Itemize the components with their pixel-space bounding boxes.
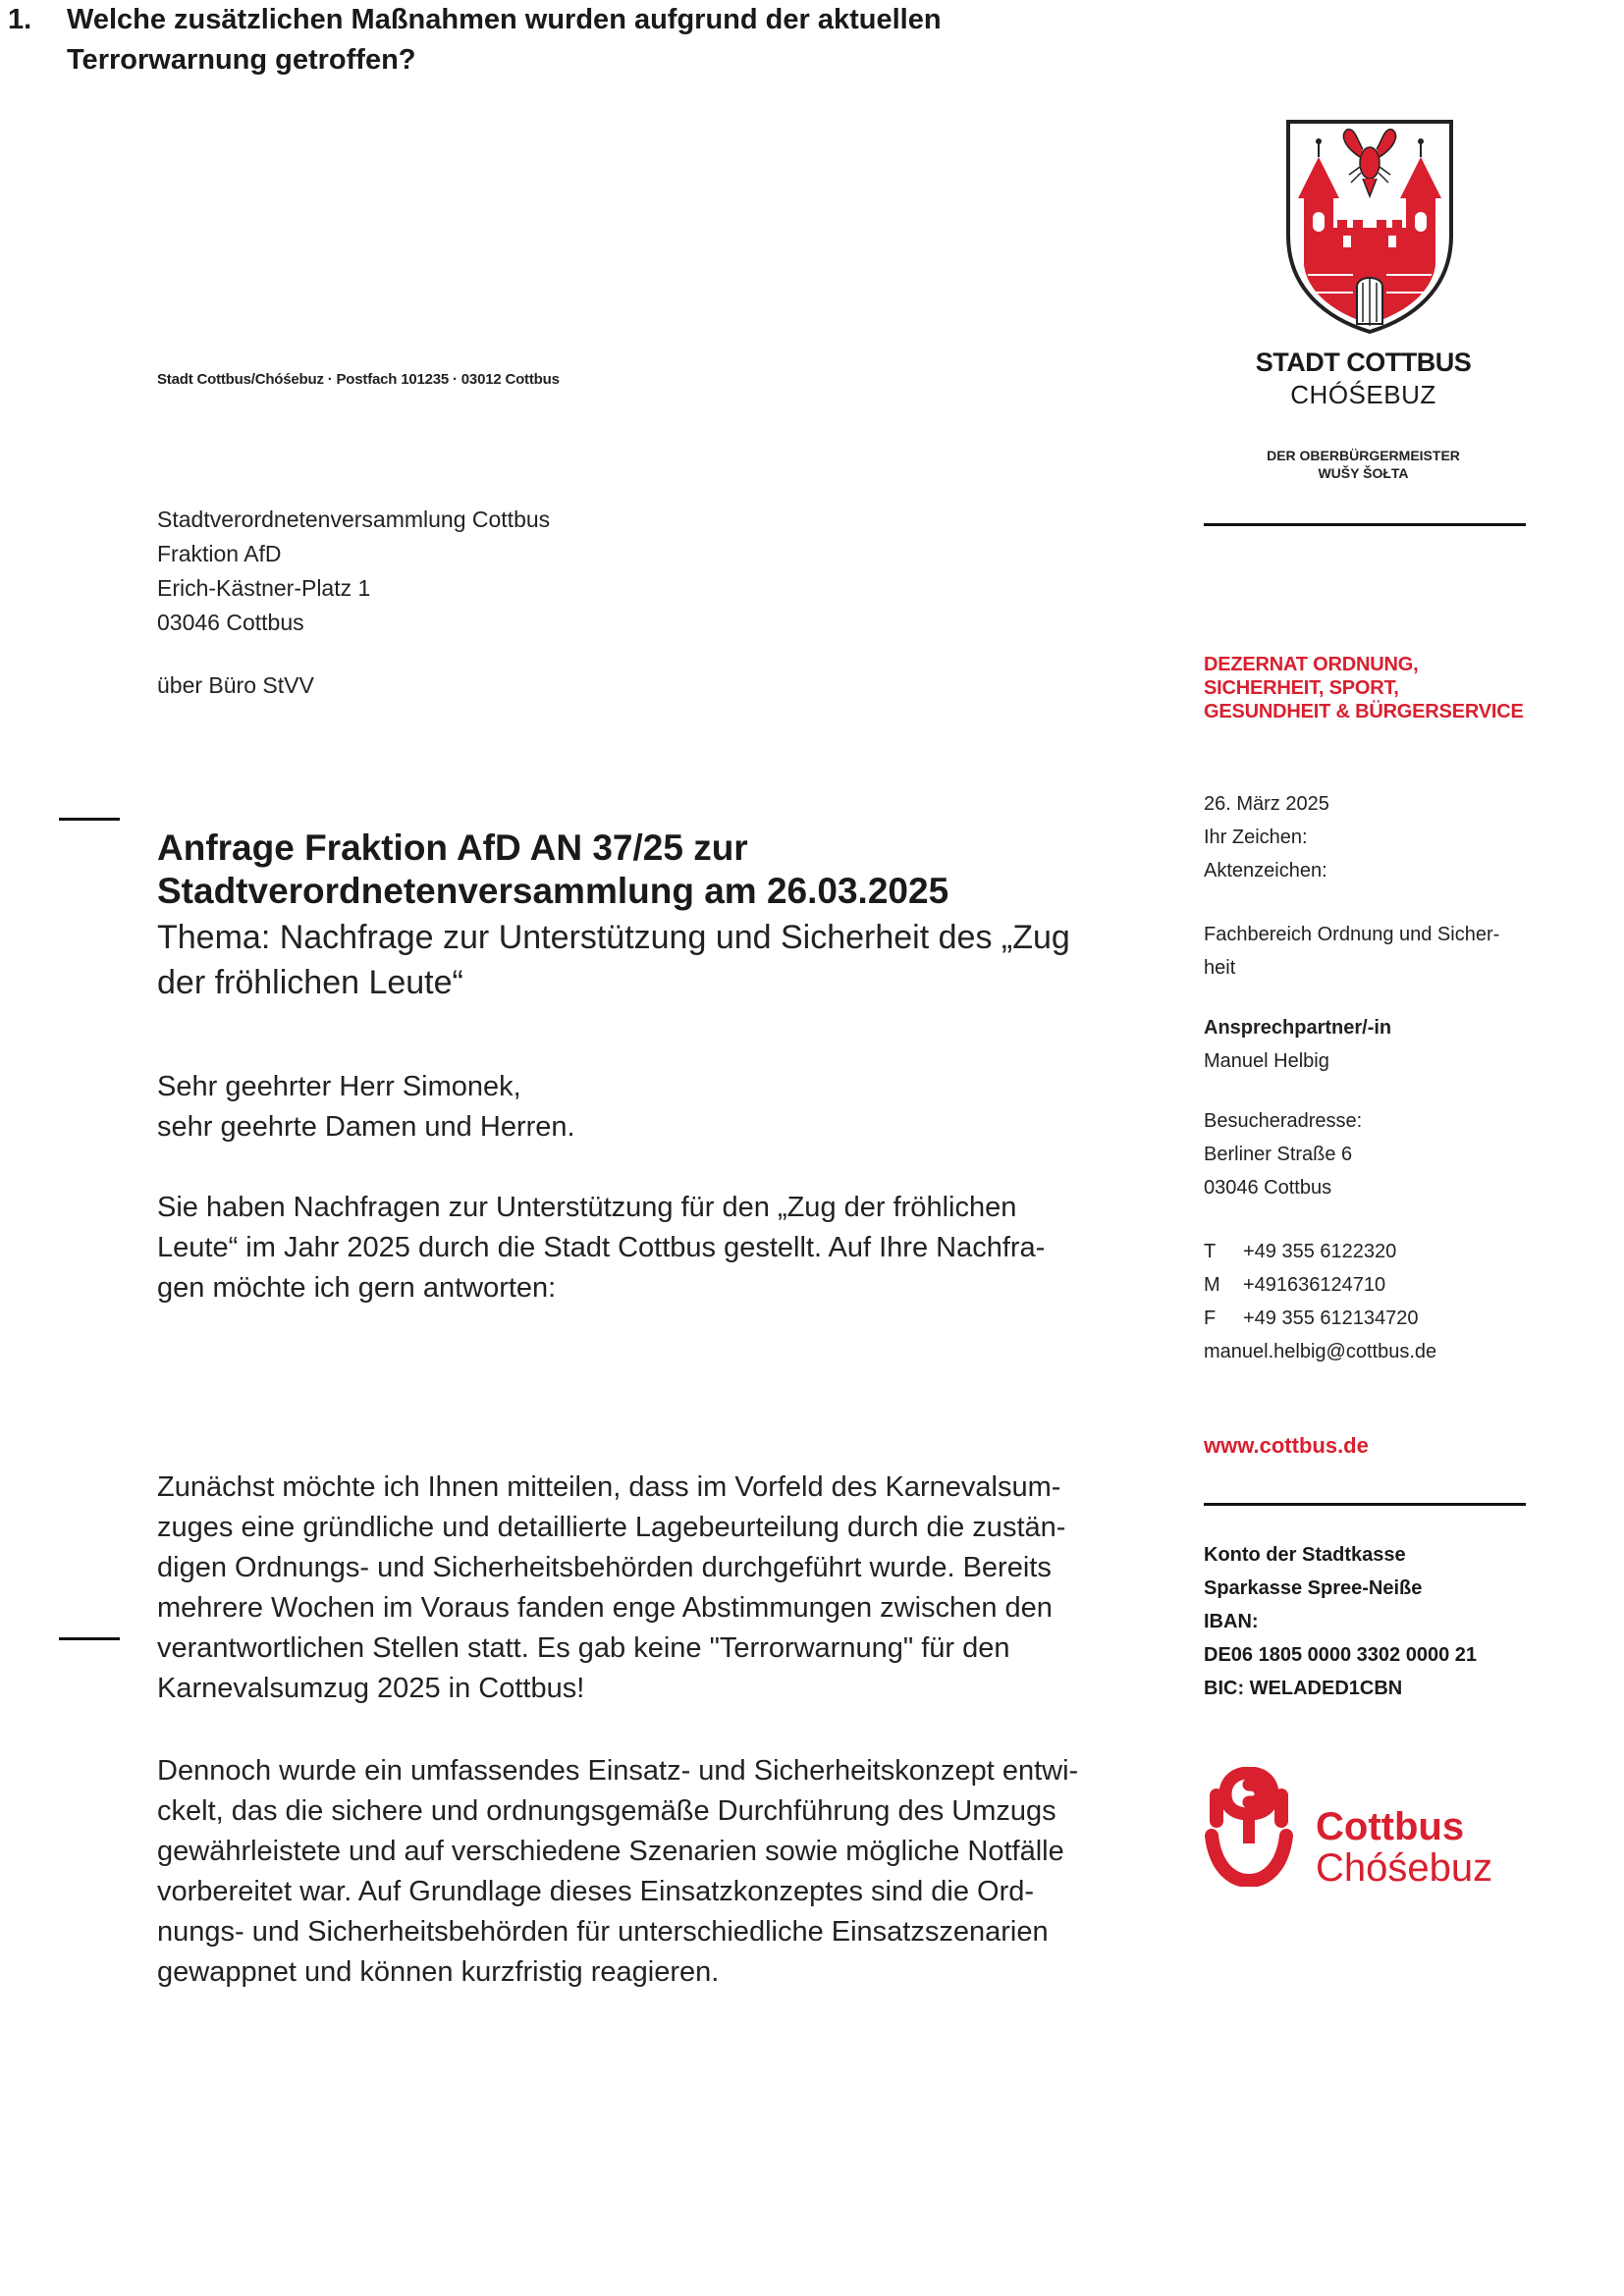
- text-line: gewappnet und können kurzfristig reagieren.: [157, 1956, 720, 1988]
- department-line: heit: [1204, 957, 1236, 979]
- letter-date: 26. März 2025: [1204, 793, 1329, 815]
- fax-number: +49 355 612134720: [1243, 1308, 1419, 1329]
- visitor-city: 03046 Cottbus: [1204, 1177, 1332, 1199]
- subject-title-line: Stadtverordnetenversammlung am 26.03.2025: [157, 871, 949, 911]
- fold-mark-top: [59, 818, 120, 821]
- logo-line: Cottbus: [1316, 1805, 1465, 1848]
- bank-line: IBAN:: [1204, 1611, 1259, 1632]
- website-link[interactable]: www.cottbus.de: [1204, 1433, 1369, 1458]
- coat-of-arms-icon: [1284, 118, 1455, 336]
- your-reference-label: Ihr Zeichen:: [1204, 827, 1308, 848]
- question-1: [0, 0, 967, 80]
- bank-line: BIC: WELADED1CBN: [1204, 1678, 1403, 1699]
- text-line: nungs- und Sicherheitsbehörden für unterschiedliche Einsatzszenarien: [157, 1916, 1049, 1948]
- salutation: [157, 1067, 1124, 1148]
- dezernat-line: DEZERNAT ORDNUNG,: [1204, 654, 1419, 675]
- mayor-title: [1204, 447, 1523, 482]
- text-line: gewährleistete und auf verschiedene Szenarien sowie mögliche Notfälle: [157, 1836, 1064, 1867]
- logo-line: Chóśebuz: [1316, 1846, 1493, 1890]
- mobile-row: [1204, 1268, 1436, 1302]
- dezernat-line: SICHERHEIT, SPORT,: [1204, 677, 1399, 699]
- text-line: Zunächst möchte ich Ihnen mitteilen, dass im Vorfeld des Karnevalsum-: [157, 1471, 1061, 1503]
- visitor-label: Besucheradresse:: [1204, 1110, 1363, 1132]
- text-line: mehrere Wochen im Voraus fanden enge Abstimmungen zwischen den: [157, 1592, 1053, 1624]
- text-line: Terrorwarnung getroffen?: [67, 44, 416, 76]
- visitor-street: Berliner Straße 6: [1204, 1144, 1353, 1165]
- text-line: ckelt, das die sichere und ordnungsgemäße Durchführung des Umzugs: [157, 1795, 1056, 1827]
- city-name-line: CHÓŚEBUZ: [1290, 380, 1436, 409]
- text-line: zuges eine gründliche und detaillierte Lagebeurteilung durch die zustän-: [157, 1512, 1066, 1543]
- bank-line: Konto der Stadtkasse: [1204, 1544, 1406, 1566]
- city-name: [1204, 347, 1523, 410]
- intro-paragraph: [157, 1188, 1124, 1308]
- answer-paragraph-1: [157, 1468, 1124, 1709]
- subject-block: [157, 827, 1139, 1005]
- subject-title: [157, 827, 1139, 913]
- subject-topic-line: Thema: Nachfrage zur Unterstützung und Sicherheit des „Zug: [157, 919, 1070, 956]
- contact-label: Ansprechpartner/-in: [1204, 1017, 1392, 1039]
- bank-line: DE06 1805 0000 3302 0000 21: [1204, 1644, 1478, 1666]
- phone-key: T: [1204, 1241, 1217, 1262]
- cottbus-logo-icon: [1204, 1767, 1294, 1887]
- contact-numbers: [1204, 1235, 1436, 1368]
- text-line: Sie haben Nachfragen zur Unterstützung für den „Zug der fröhlichen: [157, 1192, 1017, 1223]
- sender-line: Stadt Cottbus/Chóśebuz · Postfach 101235 · 03012 Cottbus: [157, 371, 560, 388]
- divider: [1204, 523, 1526, 526]
- file-reference-label: Aktenzeichen:: [1204, 860, 1327, 881]
- divider: [1204, 1503, 1526, 1506]
- recipient-address: [157, 503, 550, 640]
- visitor-address: [1204, 1104, 1362, 1204]
- mobile-number[interactable]: +491636124710: [1243, 1274, 1386, 1296]
- mobile-key: M: [1204, 1274, 1220, 1296]
- text-line: vorbereitet war. Auf Grundlage dieses Einsatzkonzeptes sind die Ord-: [157, 1876, 1035, 1907]
- letter-meta: [1204, 787, 1329, 887]
- phone-row: [1204, 1235, 1436, 1268]
- text-line: Welche zusätzlichen Maßnahmen wurden aufgrund der aktuellen: [67, 4, 942, 35]
- subject-topic: [157, 915, 1139, 1005]
- contact-name: Manuel Helbig: [1204, 1050, 1329, 1072]
- city-name-line: STADT COTTBUS: [1255, 347, 1472, 377]
- department: [1204, 918, 1499, 985]
- subject-topic-line: der fröhlichen Leute“: [157, 964, 463, 1001]
- salutation-line: sehr geehrte Damen und Herren.: [157, 1111, 575, 1143]
- bank-details: [1204, 1538, 1477, 1705]
- recipient-line: Erich-Kästner-Platz 1: [157, 575, 371, 601]
- text-line: Dennoch wurde ein umfassendes Einsatz- und Sicherheitskonzept entwi-: [157, 1755, 1079, 1787]
- dezernat-line: GESUNDHEIT & BÜRGERSERVICE: [1204, 701, 1524, 722]
- recipient-line: Stadtverordnetenversammlung Cottbus: [157, 507, 551, 532]
- department-line: Fachbereich Ordnung und Sicher-: [1204, 924, 1500, 945]
- fold-mark-bottom: [59, 1637, 120, 1640]
- answer-paragraph-2: [157, 1751, 1124, 1993]
- text-line: Leute“ im Jahr 2025 durch die Stadt Cottbus gestellt. Auf Ihre Nachfra-: [157, 1232, 1046, 1263]
- contact-person: [1204, 1011, 1391, 1078]
- fax-key: F: [1204, 1308, 1217, 1329]
- mayor-title-line: WUŠY ŠOŁTA: [1318, 465, 1409, 481]
- text-line: Karnevalsumzug 2025 in Cottbus!: [157, 1673, 585, 1704]
- recipient-line: Fraktion AfD: [157, 541, 282, 566]
- via-note: über Büro StVV: [157, 672, 314, 698]
- question-number: 1.: [8, 4, 32, 35]
- fax-row: [1204, 1302, 1436, 1335]
- recipient-line: 03046 Cottbus: [157, 610, 304, 635]
- logo-wordmark: [1316, 1806, 1492, 1889]
- salutation-line: Sehr geehrter Herr Simonek,: [157, 1071, 521, 1102]
- email-link[interactable]: manuel.helbig@cottbus.de: [1204, 1341, 1437, 1362]
- text-line: gen möchte ich gern antworten:: [157, 1272, 557, 1304]
- text-line: verantwortlichen Stellen statt. Es gab keine "Terrorwarnung" für den: [157, 1632, 1010, 1664]
- phone-number[interactable]: +49 355 6122320: [1243, 1241, 1397, 1262]
- subject-title-line: Anfrage Fraktion AfD AN 37/25 zur: [157, 828, 748, 868]
- question-text: [67, 0, 942, 80]
- bank-line: Sparkasse Spree-Neiße: [1204, 1577, 1423, 1599]
- text-line: digen Ordnungs- und Sicherheitsbehörden durchgeführt wurde. Bereits: [157, 1552, 1052, 1583]
- mayor-title-line: DER OBERBÜRGERMEISTER: [1267, 448, 1460, 463]
- dezernat-name: [1204, 653, 1524, 723]
